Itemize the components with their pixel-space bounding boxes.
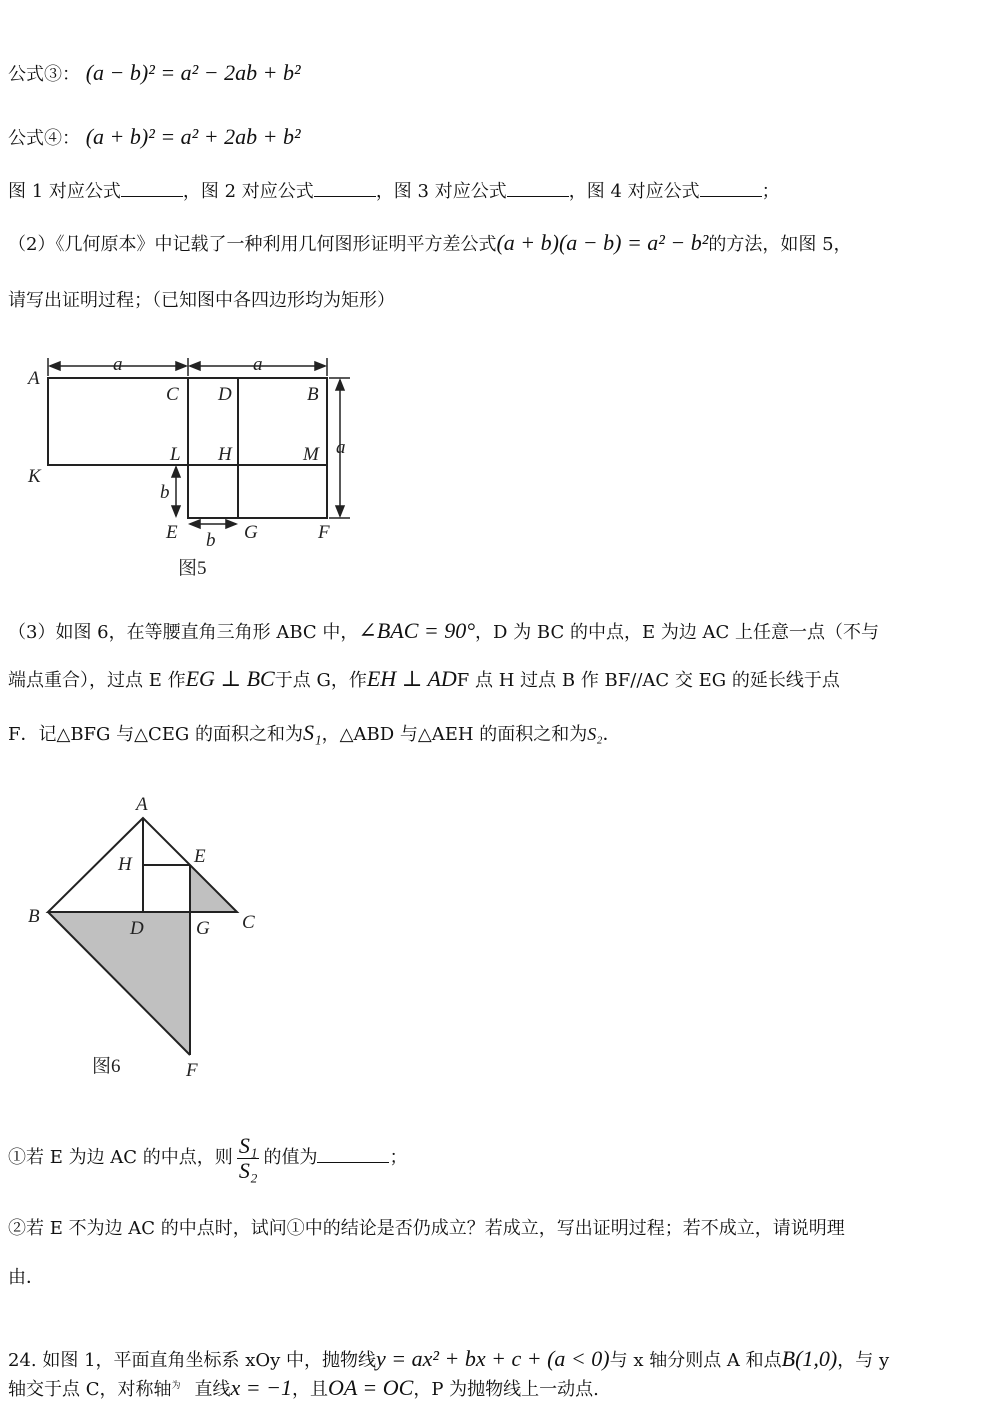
- q24-expr-oa-oc: OA = OC: [327, 1375, 414, 1400]
- q3-text-b: ，D 为 BC 的中点，E 为边 AC 上任意一点（不与: [475, 622, 880, 643]
- q1-text-1: 图 1 对应公式: [8, 181, 121, 202]
- q1-blanks-line: [8, 178, 780, 205]
- formula-4-expr: (a + b)² = a² + 2ab + b²: [85, 124, 301, 149]
- fig6-caption: 图6: [92, 1056, 121, 1077]
- q24-text-f: ，且: [291, 1379, 328, 1400]
- fig6-label-C: C: [242, 912, 255, 933]
- formula-3: [8, 60, 301, 88]
- fig5-label-D: D: [218, 384, 232, 405]
- sub1-frac-den: S₂: [238, 1157, 258, 1183]
- answer-blank-fig1[interactable]: [121, 178, 183, 197]
- fig5-rect-lmfe: [188, 465, 327, 518]
- fig5-label-b-bottom: b: [206, 530, 216, 551]
- q24-text-small: 为: [171, 1381, 181, 1391]
- formula-3-expr: (a − b)² = a² − 2ab + b²: [85, 60, 301, 85]
- q24-text-e: 直线: [194, 1379, 231, 1400]
- q2-expr: (a + b)(a − b) = a² − b²: [496, 230, 709, 255]
- q3-expr-angle: ∠BAC = 90°: [358, 618, 476, 643]
- fig5-label-B: B: [307, 384, 319, 405]
- q1-text-3: ，图 3 对应公式: [375, 181, 507, 202]
- fig6-label-B: B: [28, 906, 40, 927]
- q2-line-2: 请写出证明过程；（已知图中各四边形均为矩形）: [8, 290, 395, 311]
- q24-text-a: 24. 如图 1，平面直角坐标系 xOy 中，抛物线: [8, 1350, 377, 1371]
- q3-line-3: [8, 720, 621, 748]
- q2-text-a: （2）《几何原本》中记载了一种利用几何图形证明平方差公式: [8, 234, 497, 255]
- fig5-caption: 图5: [178, 558, 207, 579]
- fig5-label-A: A: [28, 368, 40, 389]
- q1-text-2: ，图 2 对应公式: [182, 181, 314, 202]
- q24-expr-axis: x = −1: [230, 1375, 292, 1400]
- q24-text-c: ，与 y: [837, 1350, 890, 1371]
- sub2-line-1: ②若 E 不为边 AC 的中点时，试问①中的结论是否仍成立？若成立，写出证明过程；若不成立，请说明理: [8, 1218, 845, 1239]
- answer-blank-fig2[interactable]: [314, 178, 376, 197]
- figure-6: [20, 790, 270, 1085]
- q3-text-g: ，△ABD 与△AEH 的面积之和为: [321, 724, 588, 745]
- fig6-label-A: A: [136, 794, 148, 815]
- fig5-label-H: H: [218, 444, 232, 465]
- fig5-label-K: K: [28, 466, 41, 487]
- answer-blank-ratio[interactable]: [317, 1144, 389, 1163]
- fig5-label-a-right: a: [336, 437, 346, 458]
- fig5-label-F: F: [318, 522, 330, 543]
- q2-line-1: [8, 230, 852, 258]
- q2-text-b: 的方法，如图 5，: [708, 234, 852, 255]
- sub1-text-a: ①若 E 为边 AC 的中点，则: [8, 1147, 233, 1168]
- q3-text-c: 端点重合），过点 E 作: [8, 670, 186, 691]
- fig6-label-H: H: [118, 854, 132, 875]
- q3-line-1: [8, 618, 879, 646]
- answer-blank-fig4[interactable]: [700, 178, 762, 197]
- sub1-fraction: [237, 1134, 260, 1183]
- fig6-label-D: D: [130, 918, 144, 939]
- fig6-label-G: G: [196, 918, 210, 939]
- fig5-label-L: L: [170, 444, 181, 465]
- q3-text-a: （3）如图 6，在等腰直角三角形 ABC 中，: [8, 622, 359, 643]
- q3-expr-eh: EH ⊥ AD: [366, 666, 457, 691]
- q3-s2: S₂: [587, 724, 603, 744]
- fig6-label-F: F: [186, 1060, 198, 1081]
- sub2-line-2: 由．: [8, 1267, 44, 1288]
- sub1-frac-num: S₁: [238, 1132, 258, 1158]
- fig5-label-C: C: [166, 384, 179, 405]
- fig6-label-E: E: [194, 846, 206, 867]
- fig5-label-E: E: [166, 522, 178, 543]
- q3-expr-eg: EG ⊥ BC: [185, 666, 275, 691]
- q3-text-end: ．: [602, 724, 621, 745]
- q3-text-f: F．记△BFG 与△CEG 的面积之和为: [8, 724, 304, 745]
- formula-3-label: 公式③：: [8, 64, 80, 85]
- fig5-label-G: G: [244, 522, 258, 543]
- q24-line-1: [8, 1346, 889, 1374]
- answer-blank-fig3[interactable]: [507, 178, 569, 197]
- q24-text-g: ，P 为抛物线上一动点.: [413, 1379, 599, 1400]
- q24-text-b: 与 x 轴分则点 A 和点: [609, 1350, 782, 1371]
- sub1-line: [8, 1130, 407, 1186]
- formula-4: [8, 124, 301, 152]
- fig5-label-M: M: [303, 444, 319, 465]
- fig5-label-b-left: b: [160, 482, 170, 503]
- q3-line-2: [8, 666, 840, 694]
- sub1-text-end: ；: [389, 1147, 408, 1168]
- q3-s1: S₁: [303, 720, 322, 745]
- q3-text-e: F 点 H 过点 B 作 BF//AC 交 EG 的延长线于点: [456, 670, 840, 691]
- figure-5: [20, 348, 365, 583]
- q24-text-d: 轴交于点 C，对称轴: [8, 1379, 172, 1400]
- formula-4-label: 公式④：: [8, 128, 80, 149]
- q3-text-d: 于点 G，作: [274, 670, 367, 691]
- fig5-label-a-top1: a: [113, 354, 123, 375]
- q1-text-end: ；: [761, 181, 780, 202]
- q24-expr-parabola: y = ax² + bx + c + (a < 0): [376, 1346, 610, 1371]
- sub1-text-b: 的值为: [263, 1147, 318, 1168]
- q1-text-4: ，图 4 对应公式: [568, 181, 700, 202]
- fig5-label-a-top2: a: [253, 354, 263, 375]
- q24-point-b: B(1,0): [781, 1346, 838, 1371]
